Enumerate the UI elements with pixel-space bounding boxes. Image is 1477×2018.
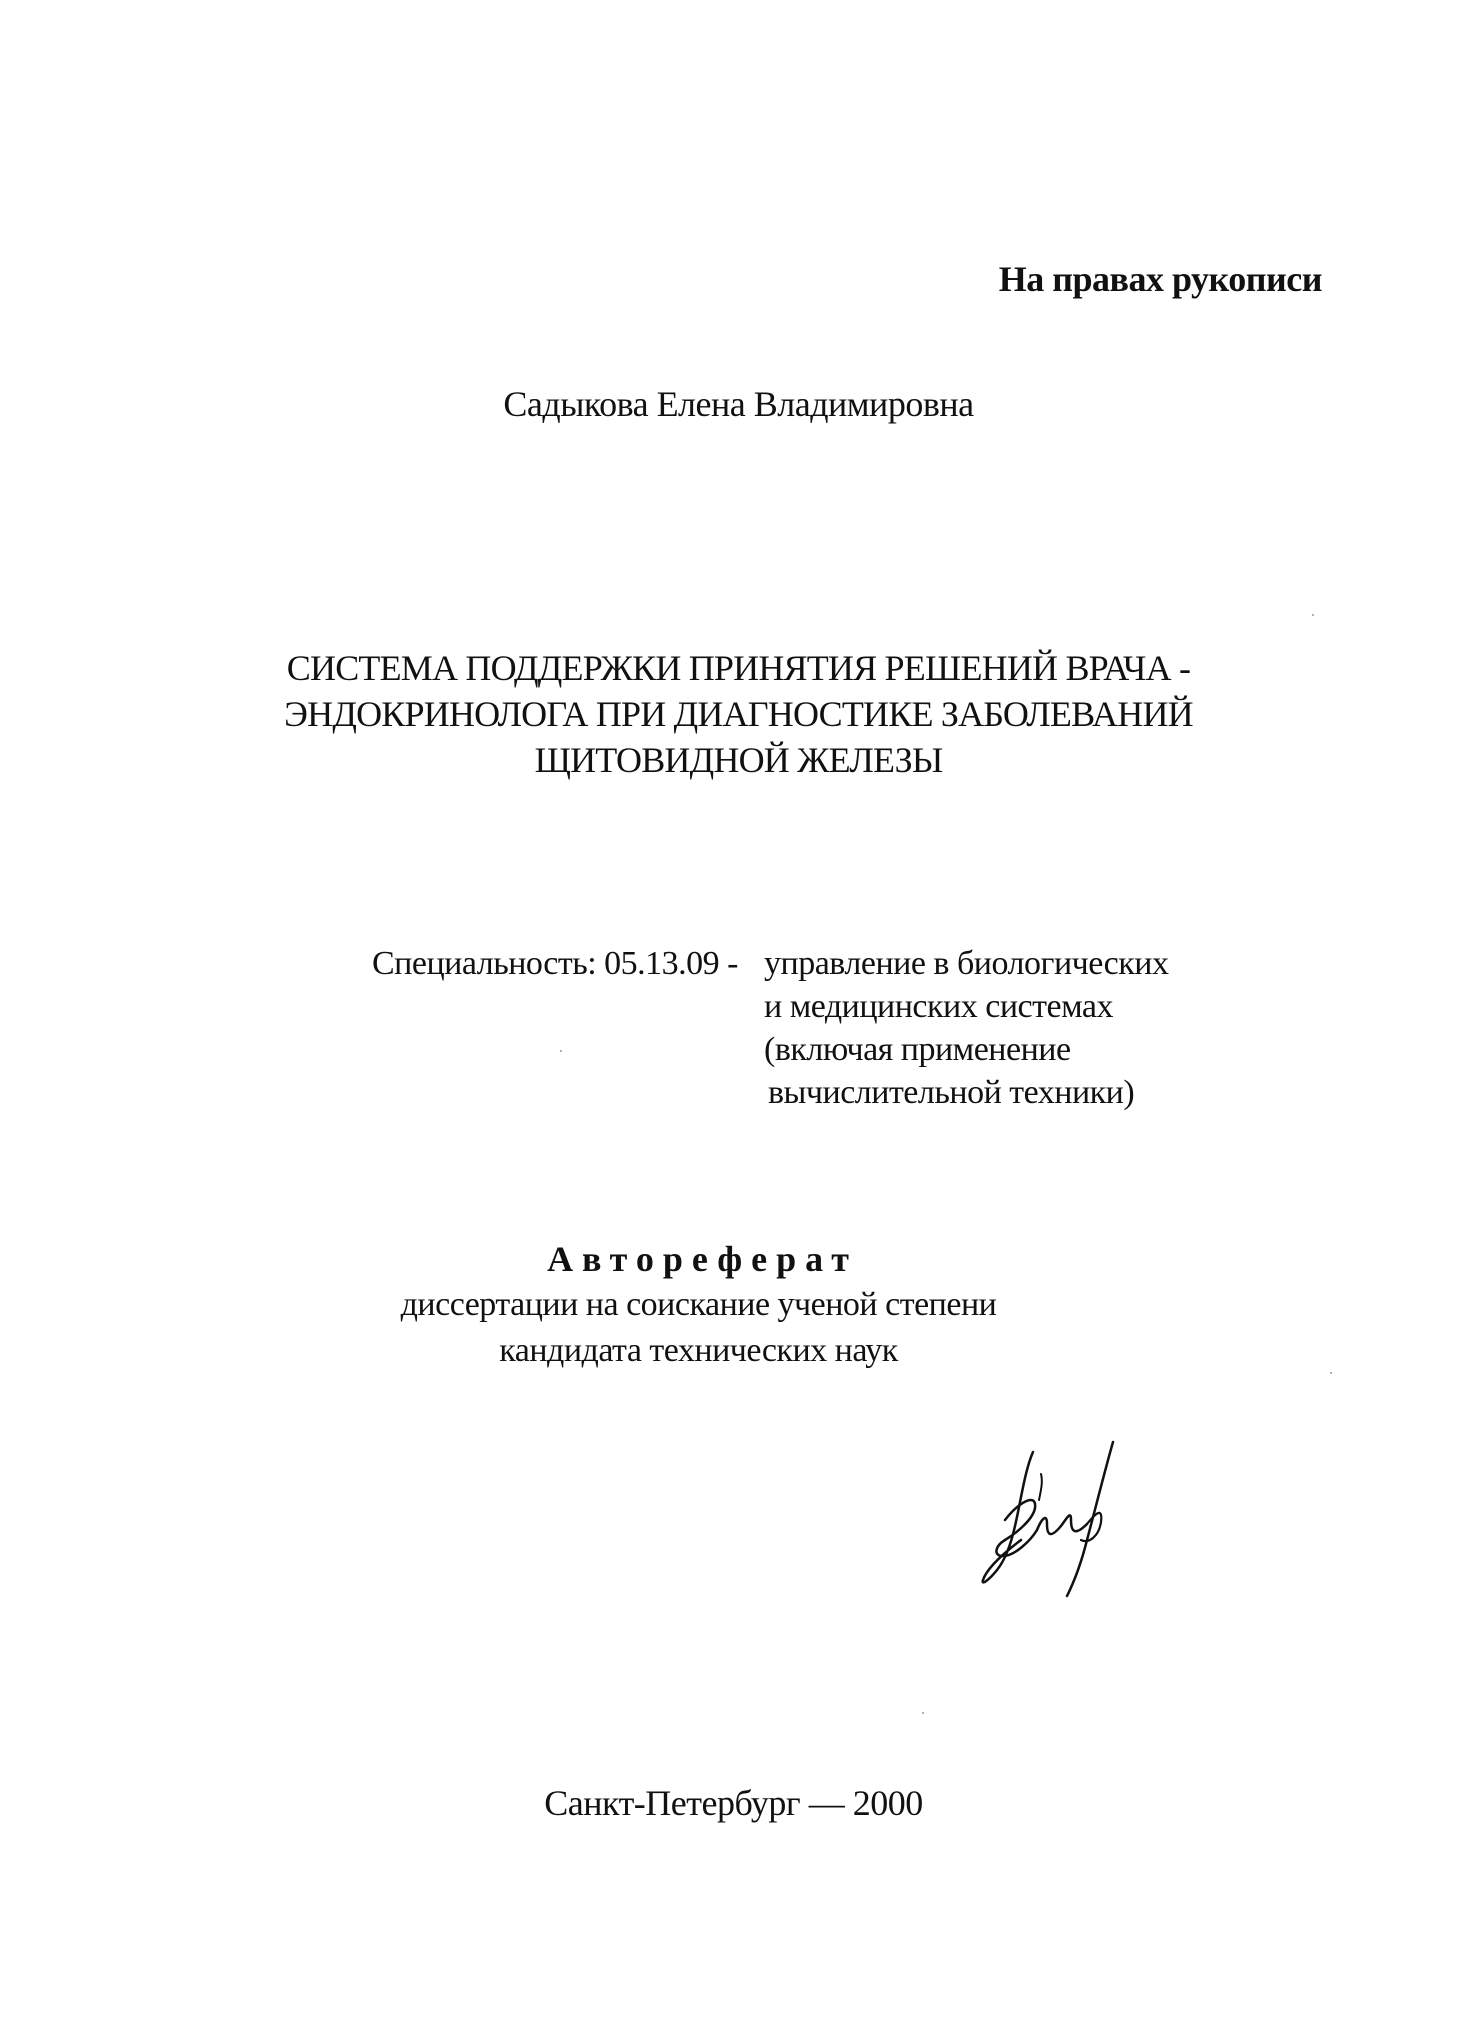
scan-speck <box>1312 614 1314 616</box>
author-name: Садыкова Елена Владимировна <box>503 384 974 424</box>
scan-speck <box>922 1712 924 1714</box>
specialty-block <box>372 942 1168 1114</box>
title-line-2: ЭНДОКРИНОЛОГА ПРИ ДИАГНОСТИКЕ ЗАБОЛЕВАНИЙ <box>284 694 1193 734</box>
specialty-label: Специальность: 05.13.09 - <box>372 945 738 982</box>
city-year: Санкт-Петербург — 2000 <box>544 1783 923 1823</box>
abstract-heading: Автореферат <box>547 1239 858 1279</box>
title-line-3: ЩИТОВИДНОЙ ЖЕЛЕЗЫ <box>534 740 943 780</box>
abstract-description <box>0 1282 1437 1374</box>
specialty-line-4: вычислительной техники) <box>768 1074 1135 1111</box>
title-line-1: СИСТЕМА ПОДДЕРЖКИ ПРИНЯТИЯ РЕШЕНИЙ ВРАЧА - <box>286 648 1191 688</box>
specialty-line-1: управление в биологических <box>764 945 1169 982</box>
scan-speck <box>1330 1372 1332 1374</box>
specialty-line-2: и медицинских системах <box>764 988 1113 1025</box>
signature <box>975 1440 1140 1610</box>
rights-note: На правах рукописи <box>998 259 1322 299</box>
specialty-line-3: (включая применение <box>764 1031 1071 1068</box>
dissertation-title <box>220 645 1257 783</box>
abstract-line-2: кандидата технических наук <box>499 1332 898 1369</box>
scan-speck <box>560 1050 562 1052</box>
abstract-line-1: диссертации на соискание ученой степени <box>400 1286 997 1323</box>
